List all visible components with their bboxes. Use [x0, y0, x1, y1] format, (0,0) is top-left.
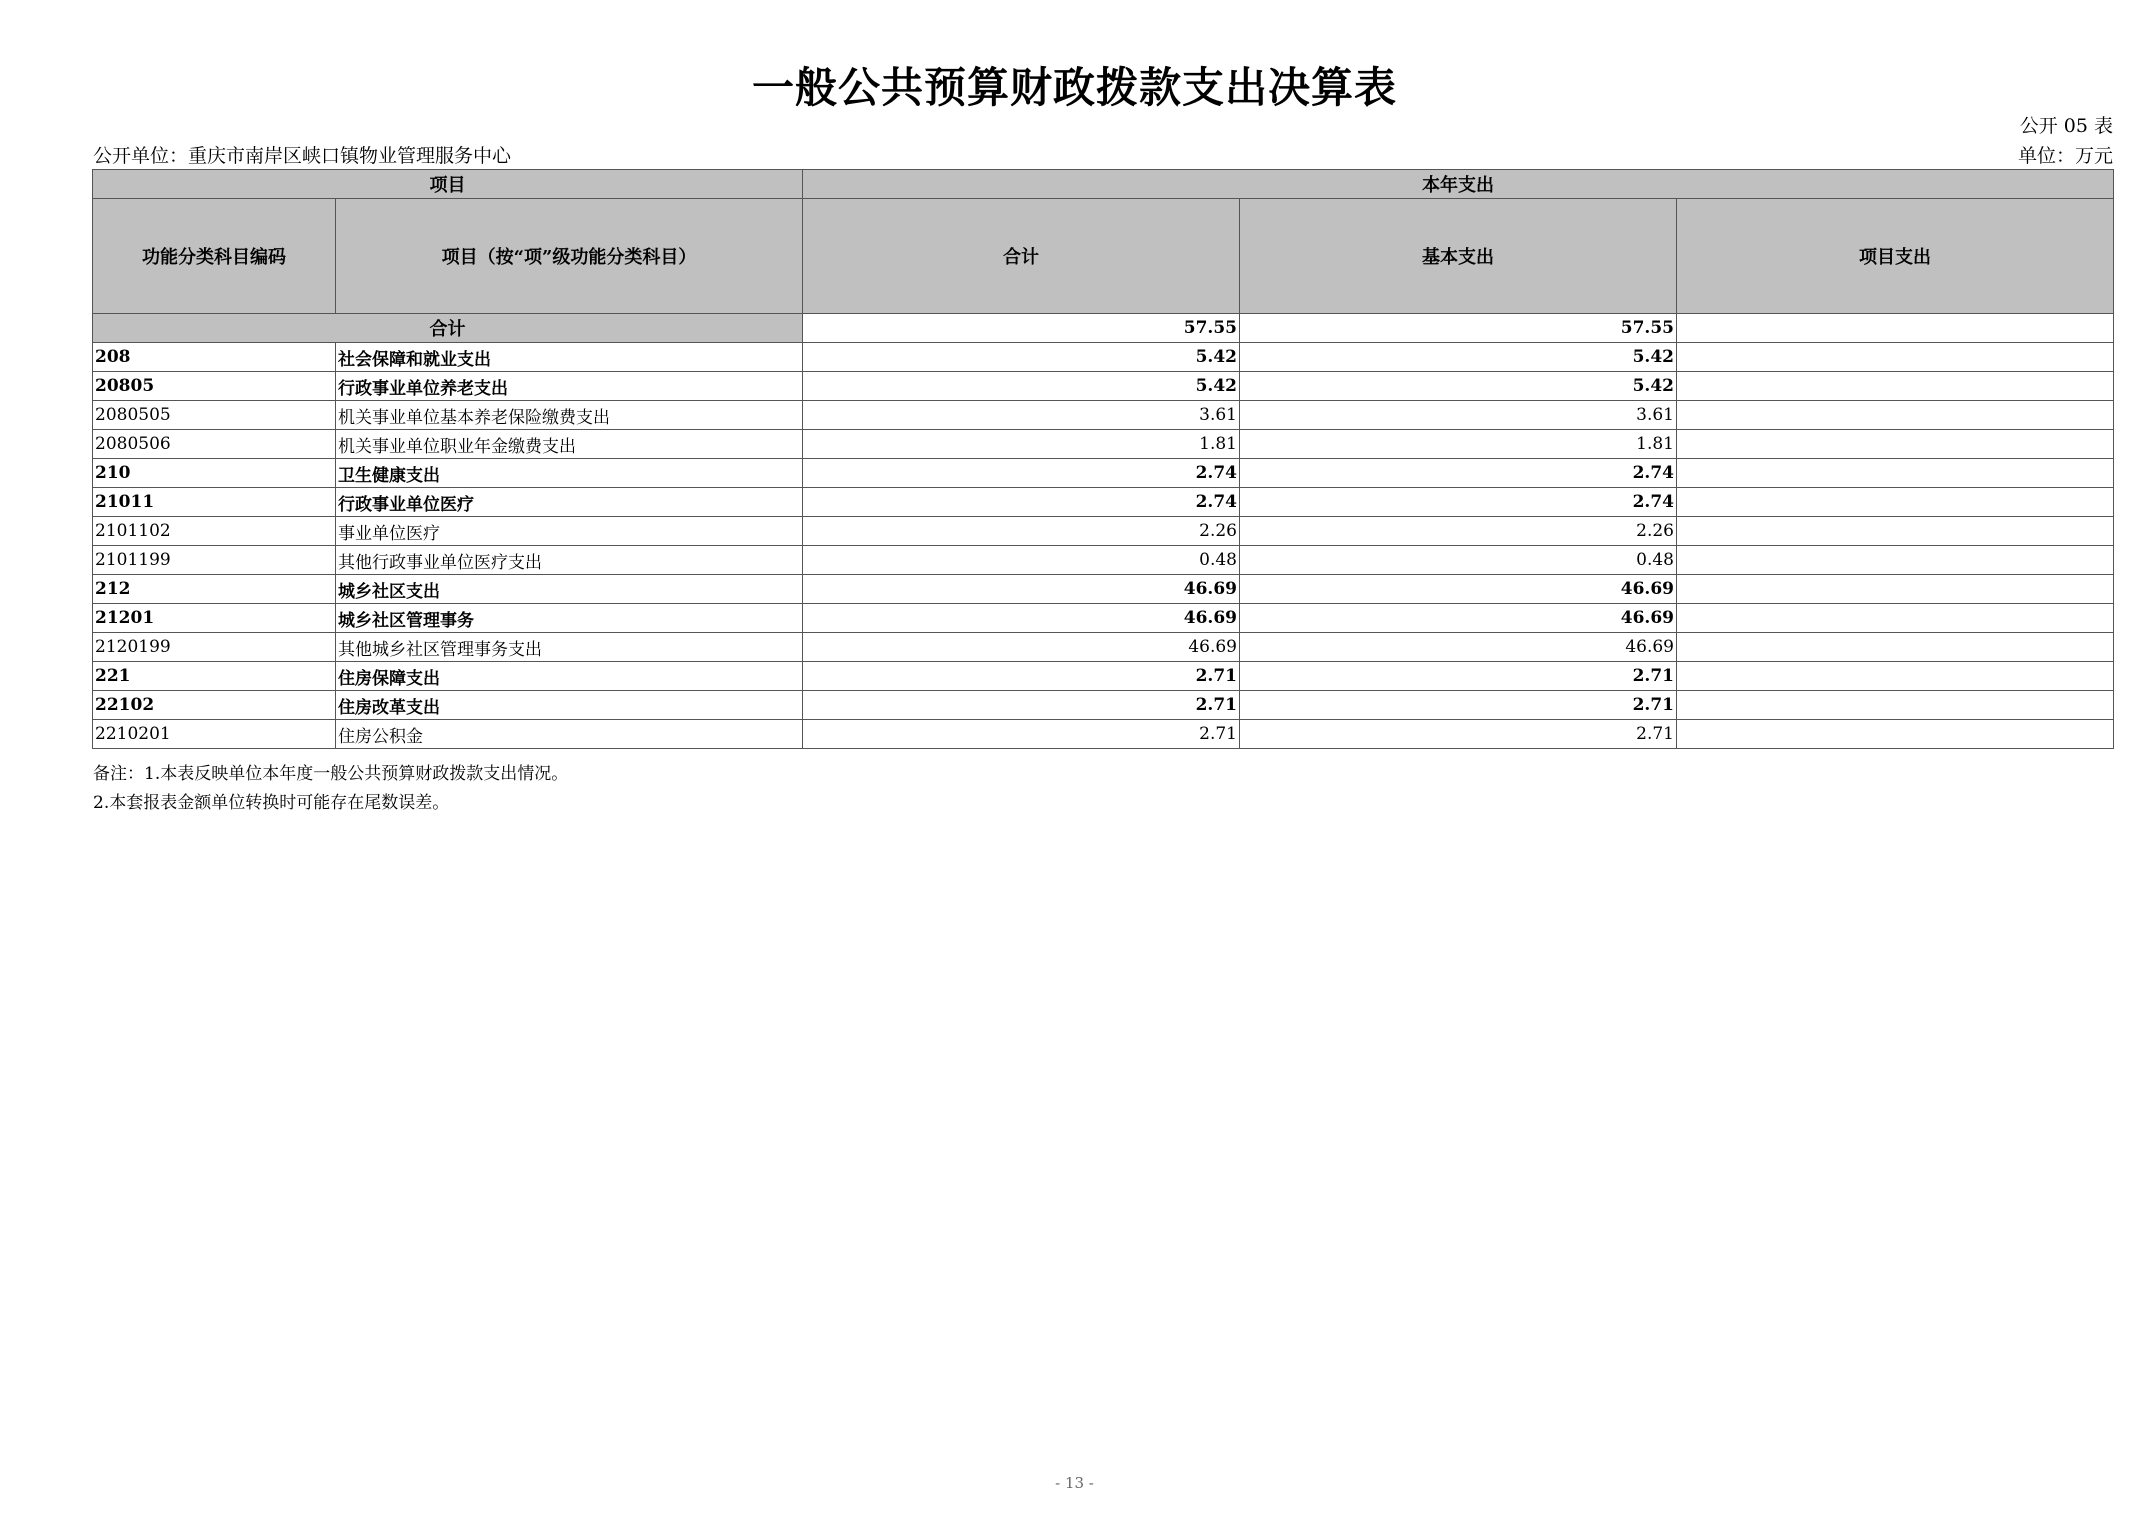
row-code: 212	[93, 575, 336, 604]
row-total: 46.69	[803, 633, 1240, 662]
total-label: 合计	[93, 314, 803, 343]
row-total: 46.69	[803, 604, 1240, 633]
row-total: 2.71	[803, 662, 1240, 691]
row-basic: 2.71	[1240, 691, 1677, 720]
header-name: 项目（按“项”级功能分类科目）	[336, 199, 803, 314]
row-basic: 0.48	[1240, 546, 1677, 575]
table-row	[93, 372, 2114, 401]
row-code: 2210201	[93, 720, 336, 749]
row-total: 3.61	[803, 401, 1240, 430]
header-code: 功能分类科目编码	[93, 199, 336, 314]
note-line: 2.本套报表金额单位转换时可能存在尾数误差。	[93, 793, 450, 813]
row-project	[1677, 372, 2114, 401]
table-row	[93, 604, 2114, 633]
row-project	[1677, 604, 2114, 633]
row-name: 其他城乡社区管理事务支出	[336, 633, 803, 662]
row-project	[1677, 459, 2114, 488]
row-project	[1677, 430, 2114, 459]
row-total: 2.71	[803, 720, 1240, 749]
row-total: 1.81	[803, 430, 1240, 459]
row-name: 住房改革支出	[336, 691, 803, 720]
table-row	[93, 488, 2114, 517]
table-row	[93, 401, 2114, 430]
row-name: 城乡社区管理事务	[336, 604, 803, 633]
row-code: 21011	[93, 488, 336, 517]
table-row	[93, 720, 2114, 749]
table-number: 公开 05 表	[2019, 115, 2113, 137]
notes	[93, 760, 568, 818]
row-code: 22102	[93, 691, 336, 720]
row-basic: 2.26	[1240, 517, 1677, 546]
row-name: 社会保障和就业支出	[336, 343, 803, 372]
total-row	[93, 314, 2114, 343]
table-row	[93, 633, 2114, 662]
row-basic: 2.71	[1240, 662, 1677, 691]
page-title: 一般公共预算财政拨款支出决算表	[751, 63, 1397, 112]
row-name: 机关事业单位基本养老保险缴费支出	[336, 401, 803, 430]
total-project	[1677, 314, 2114, 343]
row-code: 2080506	[93, 430, 336, 459]
row-total: 46.69	[803, 575, 1240, 604]
table-row	[93, 546, 2114, 575]
header-total: 合计	[803, 199, 1240, 314]
row-name: 住房公积金	[336, 720, 803, 749]
row-basic: 46.69	[1240, 633, 1677, 662]
row-code: 2120199	[93, 633, 336, 662]
row-name: 机关事业单位职业年金缴费支出	[336, 430, 803, 459]
row-project	[1677, 343, 2114, 372]
row-project	[1677, 488, 2114, 517]
page-number: - 13 -	[1055, 1474, 1094, 1492]
row-project	[1677, 546, 2114, 575]
table-row	[93, 430, 2114, 459]
row-name: 行政事业单位养老支出	[336, 372, 803, 401]
table-row	[93, 459, 2114, 488]
row-name: 住房保障支出	[336, 662, 803, 691]
row-project	[1677, 662, 2114, 691]
row-basic: 5.42	[1240, 372, 1677, 401]
row-name: 城乡社区支出	[336, 575, 803, 604]
row-total: 2.74	[803, 488, 1240, 517]
row-basic: 2.74	[1240, 488, 1677, 517]
table-row	[93, 343, 2114, 372]
row-basic: 46.69	[1240, 575, 1677, 604]
row-project	[1677, 575, 2114, 604]
row-project	[1677, 691, 2114, 720]
row-total: 2.26	[803, 517, 1240, 546]
total-basic: 57.55	[1240, 314, 1677, 343]
row-project	[1677, 720, 2114, 749]
currency-unit: 单位：万元	[2017, 145, 2113, 167]
row-basic: 3.61	[1240, 401, 1677, 430]
row-code: 20805	[93, 372, 336, 401]
row-code: 210	[93, 459, 336, 488]
table-row	[93, 662, 2114, 691]
row-project	[1677, 517, 2114, 546]
row-project	[1677, 633, 2114, 662]
expenditure-table	[92, 169, 2114, 749]
row-basic: 5.42	[1240, 343, 1677, 372]
row-total: 2.71	[803, 691, 1240, 720]
row-basic: 1.81	[1240, 430, 1677, 459]
row-basic: 2.74	[1240, 459, 1677, 488]
row-name: 行政事业单位医疗	[336, 488, 803, 517]
row-project	[1677, 401, 2114, 430]
note-line: 备注：1.本表反映单位本年度一般公共预算财政拨款支出情况。	[93, 764, 569, 784]
row-code: 208	[93, 343, 336, 372]
row-code: 2101199	[93, 546, 336, 575]
header-project: 项目支出	[1677, 199, 2114, 314]
row-code: 221	[93, 662, 336, 691]
row-name: 卫生健康支出	[336, 459, 803, 488]
row-name: 事业单位医疗	[336, 517, 803, 546]
row-basic: 46.69	[1240, 604, 1677, 633]
header-item: 项目	[93, 170, 803, 199]
row-total: 5.42	[803, 372, 1240, 401]
table-row	[93, 575, 2114, 604]
row-total: 2.74	[803, 459, 1240, 488]
table-row	[93, 517, 2114, 546]
row-code: 2080505	[93, 401, 336, 430]
reporting-unit: 公开单位：重庆市南岸区峡口镇物业管理服务中心	[93, 145, 512, 167]
row-code: 21201	[93, 604, 336, 633]
header-current-year: 本年支出	[803, 170, 2114, 199]
total-total: 57.55	[803, 314, 1240, 343]
header-basic: 基本支出	[1240, 199, 1677, 314]
row-total: 5.42	[803, 343, 1240, 372]
row-total: 0.48	[803, 546, 1240, 575]
row-name: 其他行政事业单位医疗支出	[336, 546, 803, 575]
row-code: 2101102	[93, 517, 336, 546]
row-basic: 2.71	[1240, 720, 1677, 749]
table-row	[93, 691, 2114, 720]
